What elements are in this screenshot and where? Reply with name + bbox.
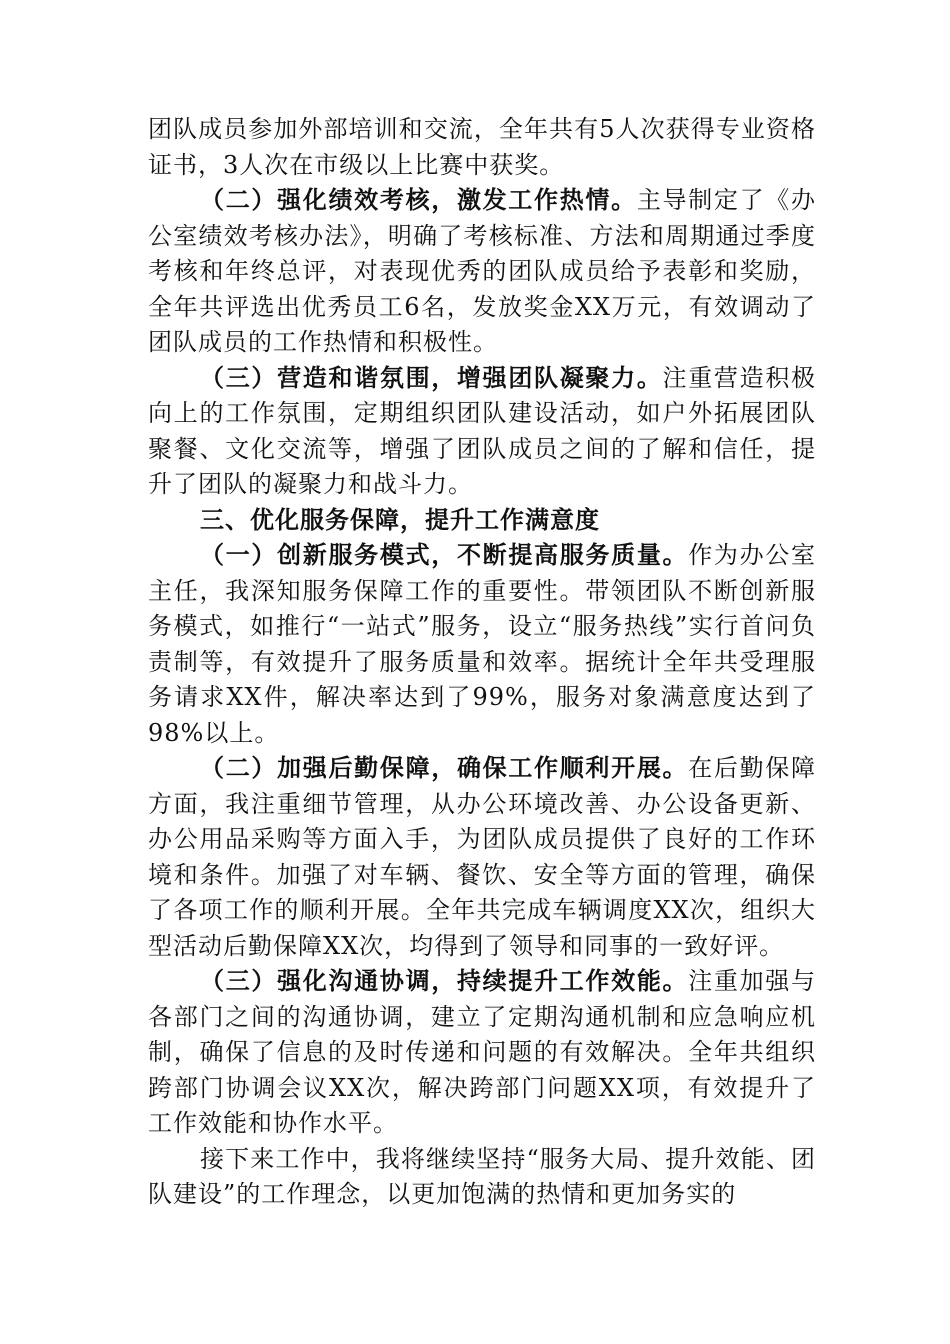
section-heading: 三、优化服务保障，提升工作满意度 xyxy=(200,505,600,534)
paragraph-lead: （三）强化沟通协调，持续提升工作效能。 xyxy=(200,967,689,995)
paragraph-coordination xyxy=(148,964,816,1142)
paragraph-logistics xyxy=(148,751,816,964)
document-body xyxy=(148,112,816,1213)
paragraph-lead: （一）创新服务模式，不断提高服务质量。 xyxy=(200,541,689,569)
paragraph-text: 主导制定了《办公室绩效考核办法》，明确了考核标准、方法和周期通过季度考核和年终总评，对表现优秀的团队成员给予表彰和奖励，全年共评选出优秀员工6名，发放奖金XX万元，有效调动了团队成员的工作热情和积极性。 xyxy=(148,186,817,356)
paragraph-lead: （二）加强后勤保障，确保工作顺利开展。 xyxy=(200,754,689,782)
paragraph-text: 团队成员参加外部培训和交流，全年共有5人次获得专业资格证书，3人次在市级以上比赛中获奖。 xyxy=(148,115,816,179)
paragraph-performance-review xyxy=(148,183,816,361)
paragraph-text: 在后勤保障方面，我注重细节管理，从办公环境改善、办公设备更新、办公用品采购等方面入手，为团队成员提供了良好的工作环境和条件。加强了对车辆、餐饮、安全等方面的管理，确保了各项工作的顺利开展。全年共完成车辆调度XX次，组织大型活动后勤保障XX次，均得到了领导和同事的一致好评。 xyxy=(148,754,817,960)
paragraph-lead: （三）营造和谐氛围，增强团队凝聚力。 xyxy=(200,363,663,392)
paragraph-service-model xyxy=(148,538,816,751)
paragraph-text: 注重营造积极向上的工作氛围，定期组织团队建设活动，如户外拓展团队聚餐、文化交流等，增强了团队成员之间的了解和信任，提升了团队的凝聚力和战斗力。 xyxy=(148,363,817,498)
paragraph-continued xyxy=(148,112,816,183)
paragraph-text: 接下来工作中，我将继续坚持“服务大局、提升效能、团队建设”的工作理念，以更加饱满的热情和更加务实的 xyxy=(148,1144,816,1208)
paragraph-lead: （二）强化绩效考核，激发工作热情。 xyxy=(200,186,637,214)
paragraph-text: 作为办公室主任，我深知服务保障工作的重要性。带领团队不断创新服务模式，如推行“一站式”服务，设立“服务热线”实行首问负责制等，有效提升了服务质量和效率。据统计全年共受理服务请求XX件，解决率达到了99%，服务对象满意度达到了98%以上。 xyxy=(148,541,817,747)
paragraph-text: 注重加强与各部门之间的沟通协调，建立了定期沟通机制和应急响应机制，确保了信息的及时传递和问题的有效解决。全年共组织跨部门协调会议XX次，解决跨部门问题XX项，有效提升了工作效能和协作水平。 xyxy=(148,967,817,1137)
paragraph-outlook xyxy=(148,1142,816,1213)
paragraph-team-atmosphere xyxy=(148,361,816,503)
